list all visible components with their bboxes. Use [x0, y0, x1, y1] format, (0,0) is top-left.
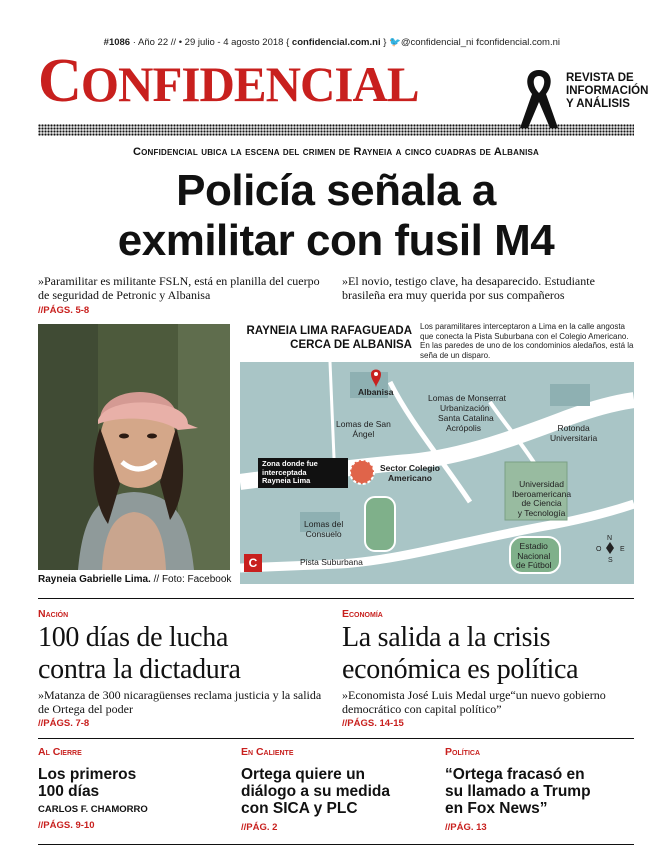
victim-photo [38, 324, 230, 570]
nacion-headline[interactable]: 100 días de lucha contra la dictadura [38, 622, 241, 685]
map-label-estadio: Estadio Nacional de Fútbol [516, 541, 552, 570]
divider [38, 844, 634, 845]
map-label-lomas-san-angel: Lomas de San Ángel [336, 419, 391, 439]
compass-n: N [607, 535, 613, 542]
al-cierre-headline[interactable]: Los primeros 100 días [38, 766, 137, 800]
site-link[interactable]: confidencial.com.ni [291, 37, 381, 48]
section-al-cierre[interactable]: Al Cierre [38, 746, 82, 758]
map-label-albanisa: Albanisa [358, 387, 394, 397]
economia-pages[interactable]: //PÁGS. 14-15 [342, 718, 404, 729]
economia-headline[interactable]: La salida a la crisis económica es política [342, 622, 579, 685]
map-label-pista: Pista Suburbana [300, 557, 363, 567]
al-cierre-pages[interactable]: //PÁGS. 9-10 [38, 820, 95, 831]
map-label-sector-colegio: Sector Colegio Americano [380, 463, 440, 483]
lead-kicker: Confidencial ubica la escena del crimen de Rayneia a cinco cuadras de Albanisa [132, 146, 540, 158]
issue-year: Año 22 [138, 37, 169, 48]
confidencial-logo-icon: C [244, 554, 262, 572]
issue-line: #1086 · Año 22 // • 29 julio - 4 agosto 2018 { confidencial.com.ni } 🐦@confidencial_ni fconfidencial.com.ni [103, 37, 560, 48]
compass-s: S [608, 557, 613, 564]
map-label-lomas-consuelo: Lomas del Consuelo [304, 519, 344, 539]
politica-pages[interactable]: //PÁG. 13 [445, 822, 487, 833]
compass-o: O [596, 546, 602, 553]
facebook-icon: f [476, 37, 480, 48]
nacion-dek: »Matanza de 300 nicaragüenses reclama justicia y la salida de Ortega del poder [38, 688, 322, 716]
map-label-santa-catalina: Santa Catalina [438, 413, 494, 423]
map-label-acropolis: Acrópolis [446, 423, 481, 433]
facebook-link[interactable]: confidencial.com.ni [479, 37, 560, 48]
economia-dek: »Economista José Luis Medal urge“un nuevo gobierno democrático con capital político” [342, 688, 606, 716]
en-caliente-headline[interactable]: Ortega quiere un diálogo a su medida con SICA y PLC [241, 766, 390, 817]
map-label-lomas-monserrat: Lomas de Monserrat [428, 393, 506, 403]
lead-headline[interactable]: Policía señala a exmilitar con fusil M4 [117, 166, 555, 265]
twitter-icon: 🐦 [389, 37, 401, 48]
issue-date: 29 julio - 4 agosto 2018 [184, 37, 284, 48]
masthead-divider [38, 124, 634, 136]
tagline: REVISTA DE INFORMACIÓN Y ANÁLISIS [566, 72, 649, 110]
compass-e: E [620, 546, 625, 553]
en-caliente-pages[interactable]: //PÁG. 2 [241, 822, 278, 833]
divider [38, 598, 634, 599]
section-nacion[interactable]: Nación [38, 608, 69, 620]
photo-caption: Rayneia Gabrielle Lima. // Foto: Facebook [38, 574, 232, 585]
section-en-caliente[interactable]: En Caliente [241, 746, 294, 758]
divider [38, 738, 634, 739]
lead-dek-left: »Paramilitar es militante FSLN, está en planilla del cuerpo de seguridad de Petronic y Albanisa [38, 274, 320, 302]
map-title: RAYNEIA LIMA RAFAGUEADA CERCA DE ALBANISA [246, 325, 412, 351]
lead-dek-right: »El novio, testigo clave, ha desaparecido. Estudiante brasileña era muy querida por sus compañeros [342, 274, 595, 302]
section-economia[interactable]: Economía [342, 608, 383, 620]
crime-scene-map [240, 362, 634, 584]
politica-headline[interactable]: “Ortega fracasó en su llamado a Trump en Fox News” [445, 766, 591, 817]
lead-pages[interactable]: //PÁGS. 5-8 [38, 305, 90, 316]
map-label-universidad: Universidad Iberoamericana de Ciencia y Tecnología [512, 479, 572, 518]
nacion-pages[interactable]: //PÁGS. 7-8 [38, 718, 90, 729]
masthead-logo[interactable]: CONFIDENCIAL [38, 47, 419, 115]
mourning-ribbon-icon [516, 66, 562, 130]
issue-number: #1086 [103, 37, 131, 48]
map-description: Los paramilitares interceptaron a Lima en la calle angosta que conecta la Pista Suburbana con el Colegio Americano. En las paredes de uno de los condominios aledaños, está la seña de un disparo. [420, 322, 634, 360]
map-label-rotonda: Rotonda Universitaria [550, 423, 598, 443]
portrait-illustration [38, 324, 230, 570]
al-cierre-byline: CARLOS F. CHAMORRO [38, 804, 148, 815]
scene-callout: Zona donde fue interceptada Rayneia Lima [258, 458, 348, 488]
section-politica[interactable]: Política [445, 746, 480, 758]
twitter-handle[interactable]: @confidencial_ni [400, 37, 474, 48]
map-label-urbanizacion: Urbanización [440, 403, 490, 413]
